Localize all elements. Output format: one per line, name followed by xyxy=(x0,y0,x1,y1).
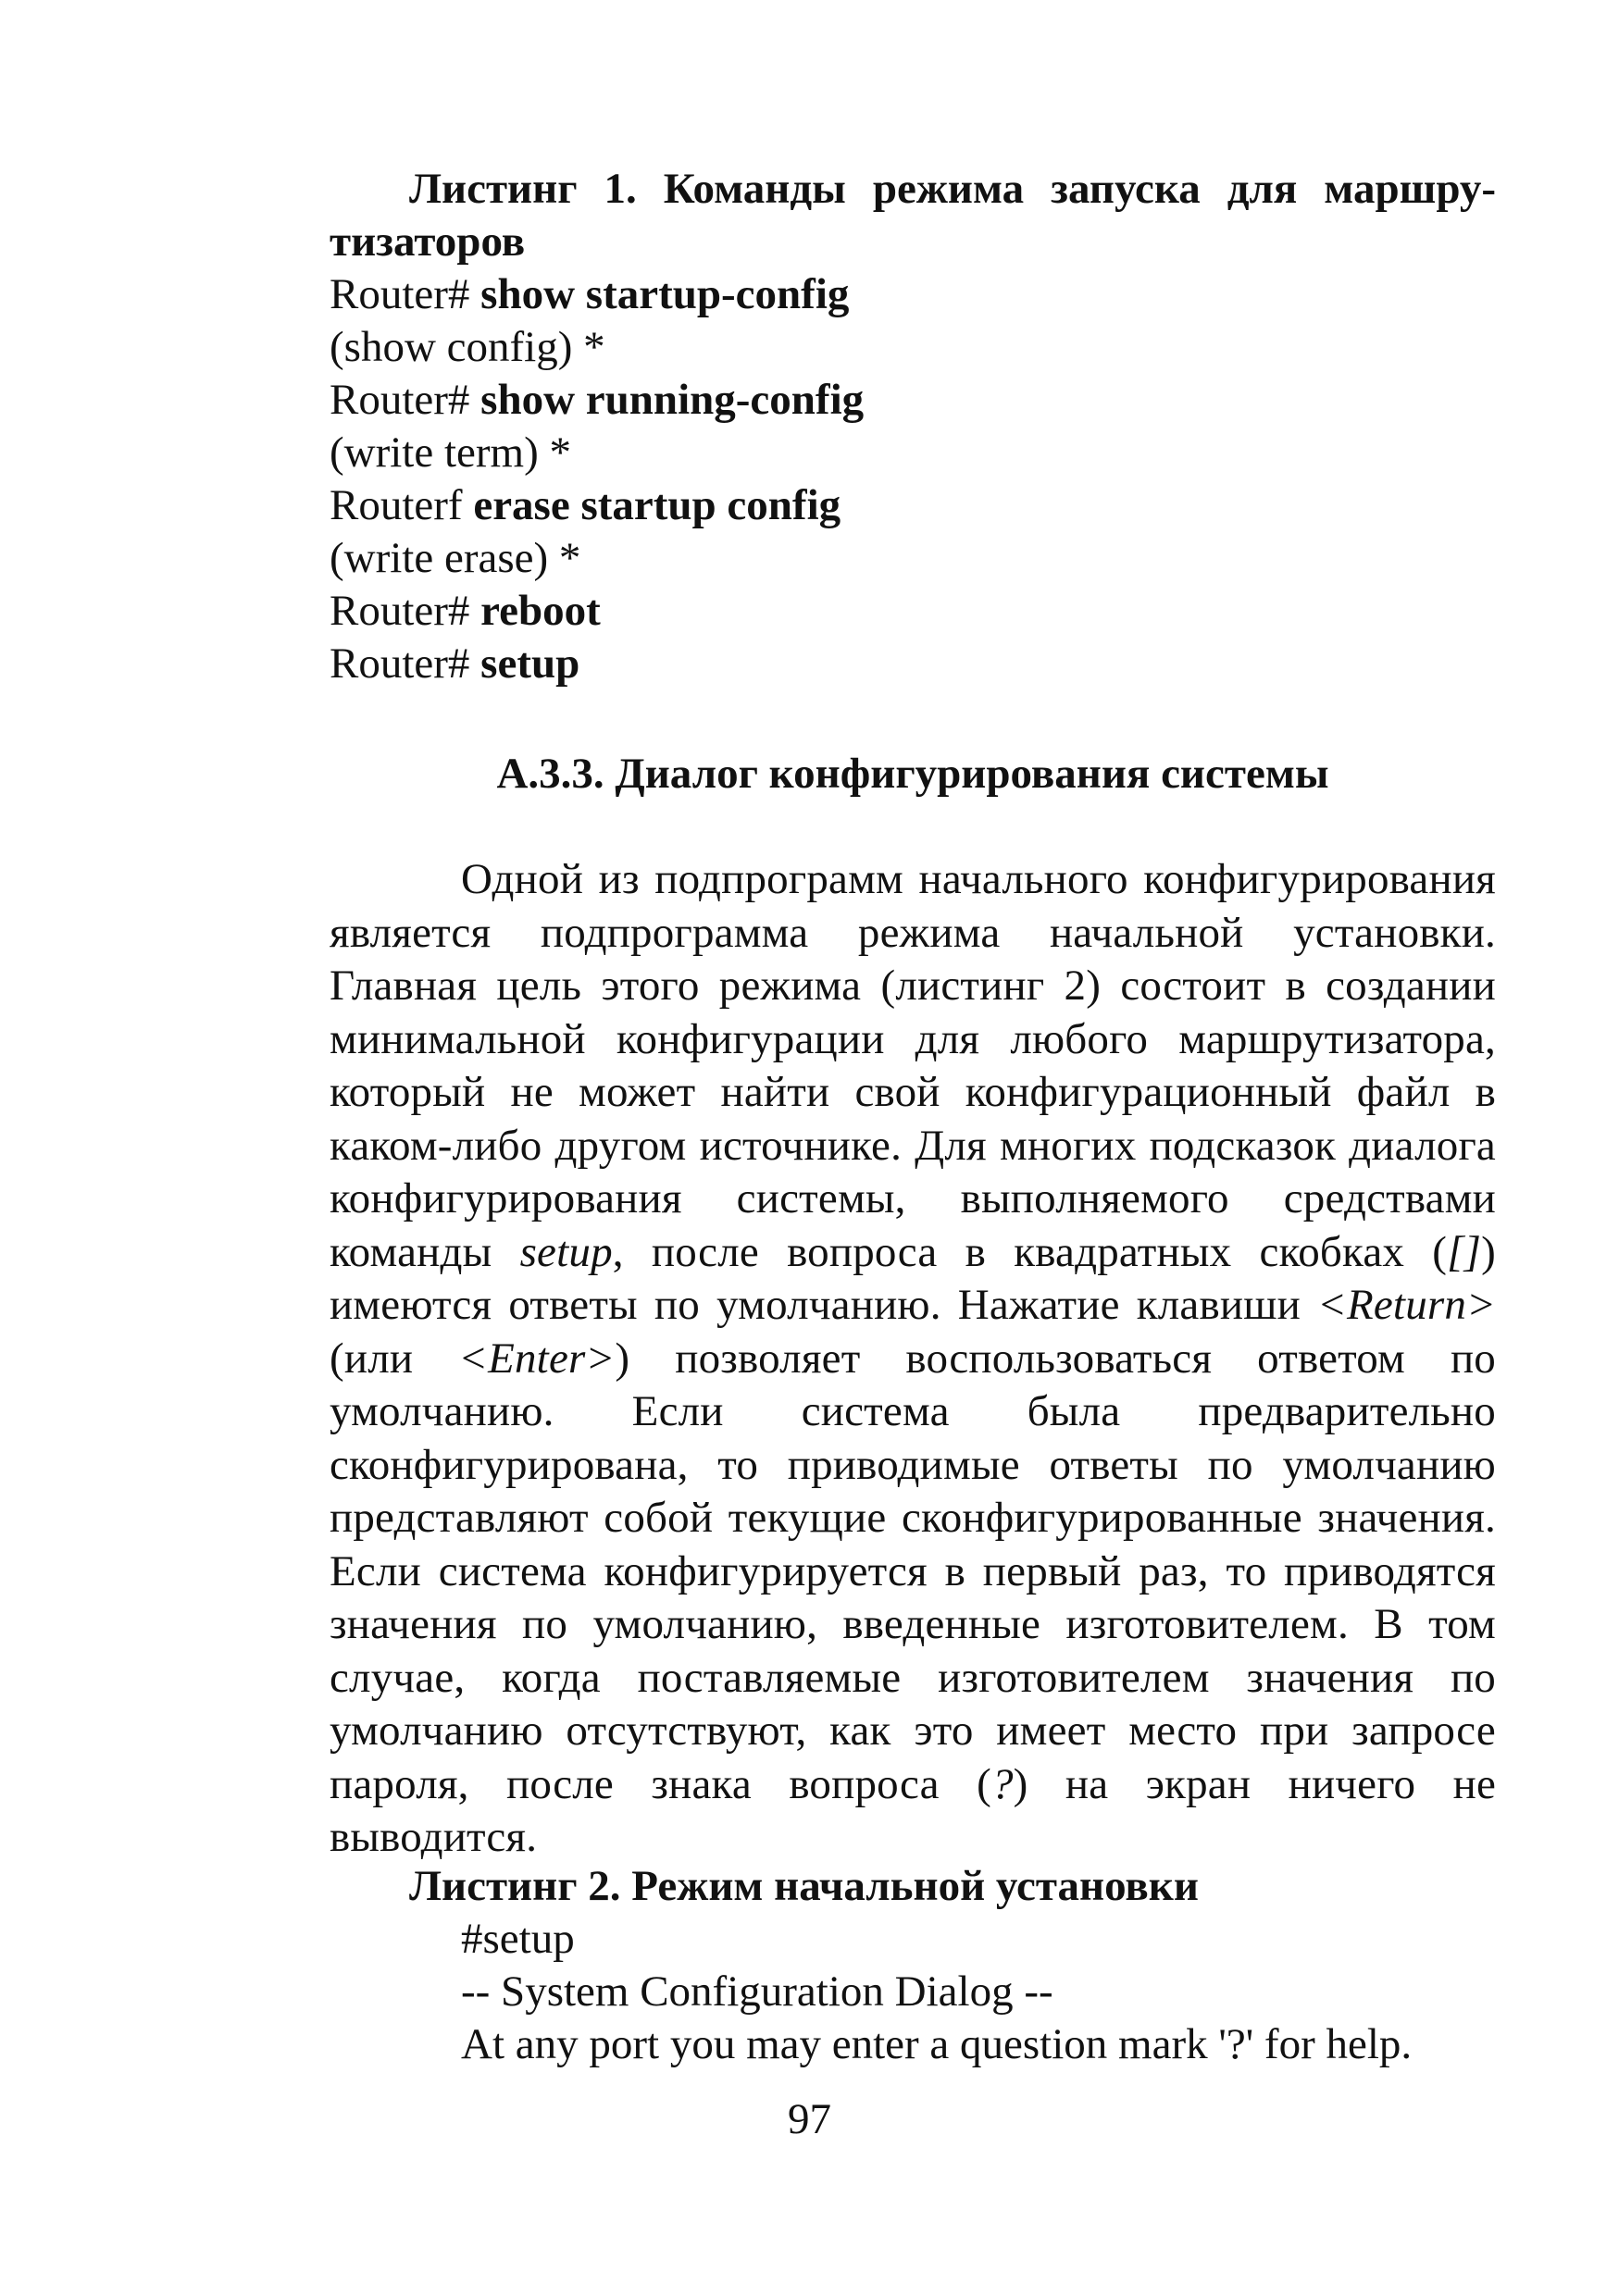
listing-1-line xyxy=(330,268,1496,321)
listing-2-line: #setup xyxy=(461,1915,575,1963)
paragraph-italic: <Return> xyxy=(1317,1281,1496,1329)
listing-1-line xyxy=(330,321,1496,374)
listing-1-line xyxy=(330,585,1496,638)
listing-2 xyxy=(409,1860,1520,2071)
paragraph-italic: <Enter> xyxy=(458,1334,616,1383)
paragraph-text: , после вопроса в квадратных скобках ( xyxy=(612,1227,1448,1276)
listing-1-line xyxy=(330,374,1496,427)
code-prefix: Router# xyxy=(330,587,481,635)
listing-2-line: -- System Configuration Dialog -- xyxy=(461,1967,1053,2016)
code-command: erase startup config xyxy=(473,481,841,529)
paragraph-text: (или xyxy=(330,1334,459,1383)
code-prefix: (write erase) * xyxy=(330,534,581,582)
listing-1-line xyxy=(330,638,1496,690)
listing-1 xyxy=(330,163,1496,690)
code-command: reboot xyxy=(480,587,601,635)
code-prefix: Router# xyxy=(330,639,481,688)
listing-2-title: Листинг 2. Режим начальной установки xyxy=(409,1862,1199,1910)
code-prefix: Routerf xyxy=(330,481,474,529)
code-command: setup xyxy=(480,639,580,688)
listing-1-line xyxy=(330,479,1496,532)
paragraph-italic: ? xyxy=(990,1759,1014,1808)
code-prefix: Router# xyxy=(330,270,481,318)
code-prefix: (write term) * xyxy=(330,428,572,477)
paragraph-italic: [] xyxy=(1447,1227,1482,1276)
paragraph-italic: setup xyxy=(519,1227,613,1276)
page-number: 97 xyxy=(788,2095,831,2143)
listing-1-line xyxy=(330,427,1496,479)
paragraph-text: ) на экран ничего не выводится. xyxy=(330,1759,1496,1861)
listing-1-line xyxy=(330,532,1496,585)
paragraph-text: ) позволяет воспользоваться ответом по умолчанию. Если система была предварительно сконфигурирована, то приводимые ответы по умолчанию представляют собой текущие сконфигурированные значения. Если система конфигурируется в первый раз, то приводятся значения по умолчанию, введенные изготовителем. В том случае, когда поставляемые изготовителем значения по умолчанию отсутствуют, как это имеет место при запросе пароля, после знака вопроса ( xyxy=(330,1334,1496,1808)
code-prefix: (show config) * xyxy=(330,323,605,371)
listing-2-line: At any port you may enter a question mark '?' for help. xyxy=(461,2020,1413,2068)
code-command: show running-config xyxy=(480,376,865,424)
code-command: show startup-config xyxy=(480,270,850,318)
paragraph-text: Одной из подпрограмм начального конфигурирования является подпрограмма режима начальной установки. Главная цель этого режима (листинг 2) состоит в создании минимальной конфигурации для любого маршрутизатора, который не может найти свой конфигурационный файл в каком-либо другом источнике. Для многих подсказок диалога конфигурирования системы, выполняемого средствами команды xyxy=(330,855,1496,1276)
code-prefix: Router# xyxy=(330,376,481,424)
paragraph-text: ) имеются ответы по умолчанию. Нажатие клавиши xyxy=(330,1227,1496,1329)
listing-1-title: Листинг 1. Команды режима запуска для маршру-​тизаторов xyxy=(330,165,1496,266)
body-paragraph xyxy=(330,853,1496,1865)
section-heading: А.3.3. Диалог конфигурирования системы xyxy=(496,750,1329,798)
